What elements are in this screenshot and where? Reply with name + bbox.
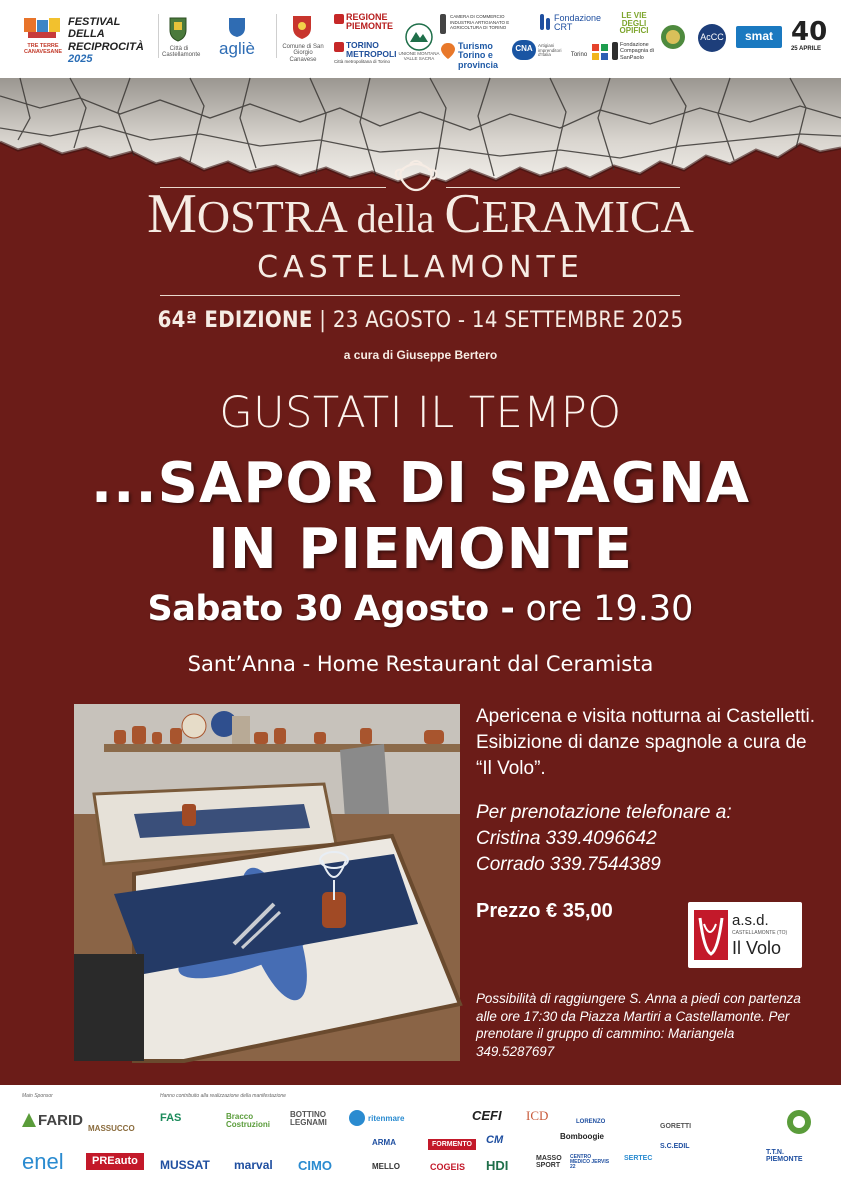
aglie-label: agliè — [219, 39, 255, 58]
festival-title — [68, 16, 156, 65]
sponsor-enel: enel — [22, 1149, 64, 1174]
edition-rule — [160, 295, 680, 296]
smat-label: smat — [744, 29, 773, 43]
eighty-anniversary-icon — [790, 16, 828, 47]
event-date: Sabato 30 Agosto - — [147, 589, 515, 629]
sponsor-mello: MELLO — [372, 1162, 400, 1171]
sponsor-cimo: CIMO — [298, 1158, 332, 1173]
edition-number: 64ª EDIZIONE — [157, 308, 313, 333]
sponsor-masso-sport: MASSO SPORT — [536, 1155, 562, 1169]
camera-label: CAMERA DI COMMERCIO INDUSTRIA ARTIGIANATO E AGRICOLTURA DI TORINO — [450, 14, 510, 31]
booking-info — [476, 800, 816, 878]
fondazione-crt-label: Fondazione CRT — [554, 13, 602, 33]
sponsor-ttn: T.T.N. PIEMONTE — [766, 1149, 803, 1163]
torino-metro-sub: Città metropolitana di Torino — [334, 59, 390, 64]
event-time: ore 19.30 — [525, 589, 694, 629]
booking-contact[interactable]: Corrado 339.7544389 — [476, 854, 661, 875]
event-subheading-line1: ...SAPOR DI SPAGNA — [90, 451, 751, 516]
sponsor-goretti: GORETTI — [660, 1123, 692, 1130]
castellamonte-label: Città di Castellamonte — [162, 46, 201, 59]
top-sponsor-bar — [0, 0, 841, 78]
festival-mark-text: TRE TERRE CANAVESANE — [23, 43, 63, 55]
sponsor-fas: FAS — [160, 1112, 182, 1124]
title-part: M — [147, 183, 197, 245]
il-volo-logo — [688, 902, 802, 968]
san-giorgio-label: Comune di San Giorgio Canavese — [282, 44, 324, 63]
contributors-label: Hanno contribuito alla realizzazione della manifestazione — [160, 1093, 286, 1099]
cna-sub: Artigiani imprenditori d'Italia — [538, 43, 562, 58]
farid-mark-icon — [22, 1113, 36, 1127]
sponsor-bomboogie: Bomboogie — [560, 1132, 604, 1141]
ritenmare-wave-icon — [348, 1109, 366, 1127]
table-setting-photo — [74, 704, 460, 1061]
acc-label: AcCC — [700, 32, 724, 42]
turismo-label: Turismo Torino e provincia — [458, 41, 499, 70]
sponsor-cogeis: COGEIS — [430, 1162, 466, 1172]
sponsor-jervis: CENTRO MEDICO JERVIS 22 — [570, 1154, 610, 1170]
title-della: della — [356, 196, 445, 241]
sponsor-sertec: SERTEC — [624, 1155, 653, 1162]
il-volo-name: Il Volo — [732, 938, 782, 958]
event-subheading-line2: IN PIEMONTE — [208, 517, 633, 582]
torino-label: Torino — [570, 52, 588, 58]
svg-text:40: 40 — [791, 17, 828, 47]
sponsor-scedil: S.C.EDIL — [660, 1143, 690, 1150]
sponsor-bracco: Bracco Costruzioni — [226, 1112, 270, 1129]
divider — [158, 14, 159, 58]
walking-group-note: Possibilità di raggiungere S. Anna a piedi con partenza alle ore 17:30 da Piazza Martiri a Castellamonte. Per prenotare il gruppo di cammino: Mariangela 349.5287697 — [476, 991, 801, 1059]
cna-label: CNA — [515, 44, 533, 53]
sponsor-arma: ARMA — [372, 1138, 396, 1147]
green-seal-icon — [786, 1109, 812, 1135]
curator-line: a cura di Giuseppe Bertero — [343, 348, 498, 362]
camera-commercio-icon — [440, 14, 446, 34]
regione-flag-icon — [334, 14, 344, 24]
sponsor-marval: marval — [234, 1158, 273, 1172]
vie-opifici-label: LE VIE DEGLI OPIFICI — [619, 11, 649, 36]
compagnia-label: Fondazione Compagnia di SanPaolo — [620, 42, 654, 61]
crt-bar-icon — [546, 18, 550, 30]
festival-title-line2: RECIPROCITÀ — [68, 40, 144, 53]
castellamonte-crest-icon — [168, 16, 188, 42]
aglie-crest-icon — [226, 16, 248, 38]
title-part: C — [444, 183, 482, 245]
il-volo-city: CASTELLAMONTE (TO) — [732, 930, 788, 936]
crt-bar-icon — [540, 14, 544, 30]
torino-metro-flag-icon — [334, 42, 344, 52]
torino-metro-label: TORINO METROPOLI — [346, 40, 397, 59]
sponsor-cm: CM — [486, 1134, 504, 1146]
title-part: ERAMICA — [481, 191, 694, 242]
festival-year: 2025 — [68, 52, 93, 65]
booking-intro: Per prenotazione telefonare a: — [476, 802, 732, 823]
edition-line — [0, 308, 841, 333]
compagnia-bar-icon — [612, 42, 618, 60]
exhibition-title — [0, 183, 841, 245]
sponsor-mussat: MUSSAT — [160, 1158, 210, 1172]
il-volo-mark-icon — [694, 910, 728, 960]
unione-montana-icon — [404, 22, 434, 52]
bottom-sponsor-strip — [0, 1085, 841, 1190]
event-price: Prezzo € 35,00 — [476, 900, 613, 922]
event-datetime — [0, 589, 841, 629]
unione-label: UNIONE MONTANA VALLE SACRA — [398, 51, 440, 61]
title-part: OSTRA — [196, 191, 357, 242]
sponsor-icd: ICD — [526, 1108, 549, 1123]
turismo-pin-icon — [440, 42, 456, 60]
edition-dates: 23 AGOSTO - 14 SETTEMBRE 2025 — [332, 308, 684, 333]
il-volo-asd: a.s.d. — [732, 912, 769, 929]
aprile-label: 25 APRILE — [790, 46, 822, 52]
seal-logo-icon — [660, 24, 686, 50]
sponsor-ritenmare: ritenmare — [368, 1114, 405, 1123]
regione-label: REGIONE PIEMONTE — [346, 12, 394, 31]
exhibition-city: CASTELLAMONTE — [257, 250, 584, 285]
booking-contact[interactable]: Cristina 339.4096642 — [476, 828, 657, 849]
sponsor-massucco: MASSUCCO — [88, 1124, 135, 1133]
sponsor-cefi: CEFI — [472, 1108, 502, 1123]
sponsor-preauto: PREauto — [86, 1153, 144, 1170]
festival-title-line1: FESTIVAL DELLA — [68, 16, 121, 41]
event-heading: GUSTATI IL TEMPO — [219, 388, 622, 438]
torino-grid-icon — [592, 44, 608, 60]
event-description: Apericena e visita notturna ai Castelletti. Esibizione di danze spagnole a cura de “Il Volo”. — [476, 706, 816, 779]
sponsor-bottino: BOTTINO LEGNAMI — [290, 1110, 327, 1127]
sponsor-hdi: HDI — [486, 1158, 509, 1173]
main-sponsor-label: Main Sponsor — [22, 1093, 53, 1099]
sponsor-lorenzo: LORENZO — [576, 1119, 606, 1125]
san-giorgio-crest-icon — [290, 14, 314, 40]
event-poster — [0, 78, 841, 1085]
divider — [276, 14, 277, 58]
edition-separator: | — [312, 308, 333, 333]
event-venue: Sant’Anna - Home Restaurant dal Ceramista — [187, 652, 654, 676]
sponsor-formento: FORMENTO — [428, 1139, 476, 1150]
sponsor-farid: FARID — [38, 1112, 83, 1129]
